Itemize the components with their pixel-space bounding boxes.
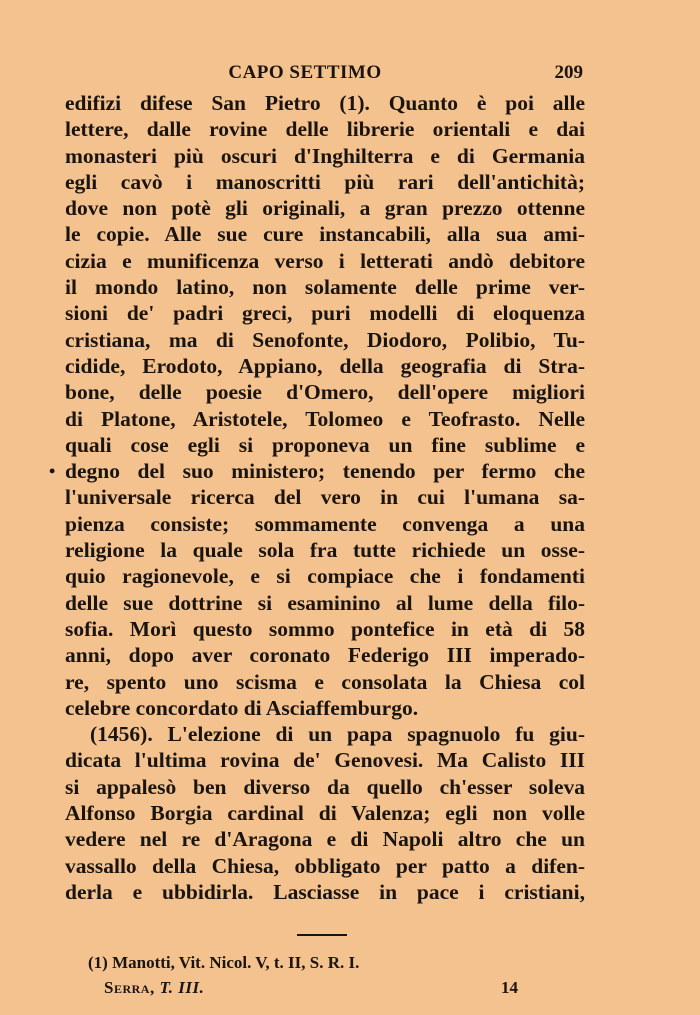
text-line: edifizi difese San Pietro (1). Quanto è poi alle: [65, 91, 585, 115]
text-line-content: degno del suo ministero; tenendo per fermo che: [65, 459, 585, 484]
signature-name: Serra,: [104, 978, 155, 997]
text-line: pienza consiste; sommamente convenga a una: [65, 511, 585, 536]
text-line: l'universale ricerca del vero in cui l'umana sa-: [65, 485, 585, 510]
body-text: [49, 90, 585, 905]
text-line: religione la quale sola fra tutte richiede un osse-: [65, 538, 585, 563]
footnote: (1) Manotti, Vit. Nicol. V, t. II, S. R. I.: [88, 953, 360, 972]
text-line: cidide, Erodoto, Appiano, della geografia di Stra-: [65, 353, 585, 378]
text-line: derla e ubbidirla. Lasciasse in pace i cristiani,: [65, 879, 585, 904]
text-line: delle sue dottrine si esaminino al lume della filo-: [65, 590, 585, 615]
text-line: egli cavò i manoscritti più rari dell'antichità;: [65, 169, 585, 194]
signature-volume: T. III.: [159, 978, 205, 997]
text-line: anni, dopo aver coronato Federigo III imperado-: [65, 643, 585, 668]
text-line: vassallo della Chiesa, obbligato per patto a difen-: [65, 853, 585, 878]
running-header: [65, 62, 585, 88]
footnote-rule: [297, 934, 347, 936]
gathering-number: 14: [501, 978, 518, 997]
text-line: re, spento uno scisma e consolata la Chiesa col: [65, 669, 585, 694]
text-line: Alfonso Borgia cardinal di Valenza; egli non volle: [65, 801, 585, 826]
page-footer: [104, 978, 524, 1002]
text-line: vedere nel re d'Aragona e di Napoli altro che un: [65, 827, 585, 852]
text-line: cizia e munificenza verso i letterati andò debitore: [65, 248, 585, 273]
text-line: si appalesò ben diverso da quello ch'esser soleva: [65, 774, 585, 799]
text-line: sioni de' padri greci, puri modelli di eloquenza: [65, 301, 585, 326]
text-line: quio ragionevole, e si compiace che i fondamenti: [65, 564, 585, 589]
text-line: di Platone, Aristotele, Tolomeo e Teofrasto. Nelle: [65, 406, 585, 431]
text-line: bone, delle poesie d'Omero, dell'opere migliori: [65, 380, 585, 405]
margin-mark: •: [49, 461, 56, 482]
text-line: lettere, dalle rovine delle librerie orientali e dai: [65, 117, 585, 142]
text-line: quali cose egli si proponeva un fine sublime e: [65, 432, 585, 457]
text-line: dicata l'ultima rovina de' Genovesi. Ma Calisto III: [65, 748, 585, 773]
text-line: sofia. Morì questo sommo pontefice in età di 58: [65, 616, 585, 641]
printer-signature: [104, 978, 204, 998]
text-line: cristiana, ma di Senofonte, Diodoro, Polibio, Tu-: [65, 327, 585, 352]
page-number: 209: [554, 62, 583, 83]
text-line: il mondo latino, non solamente delle prime ver-: [65, 275, 585, 300]
text-line-paragraph-start: (1456). L'elezione di un papa spagnuolo fu giu-: [90, 722, 585, 747]
text-line: le copie. Alle sue cure instancabili, alla sua ami-: [65, 222, 585, 247]
text-line-paragraph-end: celebre concordato di Asciaffemburgo.: [65, 695, 419, 720]
text-line: dove non potè gli originali, a gran prezzo ottenne: [65, 196, 585, 221]
text-line: monasteri più oscuri d'Inghilterra e di Germania: [65, 143, 585, 168]
chapter-title: CAPO SETTIMO: [228, 62, 382, 83]
text-line-marked: [49, 458, 585, 484]
